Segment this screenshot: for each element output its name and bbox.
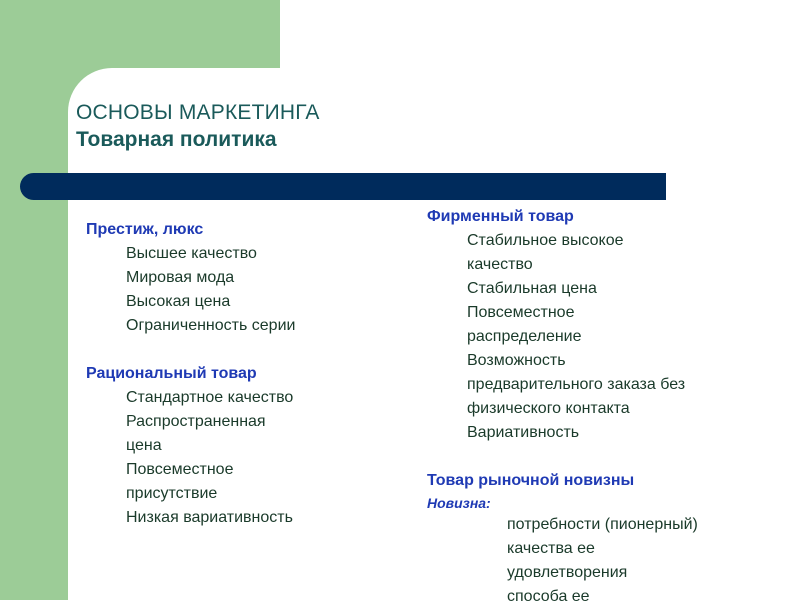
- decor-green-strip: [0, 0, 68, 600]
- left-column: [86, 218, 406, 530]
- group-heading: Престиж, люкс: [86, 221, 204, 238]
- list-item: цена: [126, 437, 162, 454]
- list-item: Стабильное высокое: [467, 232, 624, 249]
- slide-subtitle: Товарная политика: [76, 128, 277, 151]
- list-item: Вариативность: [467, 424, 580, 441]
- list-item: Высокая цена: [126, 293, 231, 310]
- list-item: качества ее: [507, 540, 595, 557]
- right-column: [427, 205, 777, 609]
- list-item: Ограниченность серии: [126, 317, 296, 334]
- list-item: предварительного заказа без: [467, 376, 686, 393]
- list-item: Стандартное качество: [126, 389, 294, 406]
- list-item: способа ее: [507, 588, 590, 605]
- list-item: Возможность: [467, 352, 566, 369]
- list-item: Повсеместное: [126, 461, 234, 478]
- group-heading: Фирменный товар: [427, 208, 574, 225]
- slide-title: ОСНОВЫ МАРКЕТИНГА: [76, 101, 320, 124]
- title-underline-bar: [20, 173, 666, 200]
- group-heading: Рациональный товар: [86, 365, 257, 382]
- list-item: удовлетворения: [507, 564, 628, 581]
- list-item: присутствие: [126, 485, 218, 502]
- list-item: Стабильная цена: [467, 280, 597, 297]
- list-item: физического контакта: [467, 400, 630, 417]
- title-area: [76, 100, 320, 154]
- spacer: [86, 338, 406, 362]
- list-item: качество: [467, 256, 533, 273]
- list-item: Распространенная: [126, 413, 266, 430]
- group-heading: Товар рыночной новизны: [427, 472, 635, 489]
- group-subheading: Новизна:: [427, 495, 491, 511]
- list-item: потребности (пионерный): [507, 516, 698, 533]
- list-item: распределение: [467, 328, 582, 345]
- list-item: Повсеместное: [467, 304, 575, 321]
- list-item: Высшее качество: [126, 245, 257, 262]
- spacer: [427, 445, 777, 469]
- list-item: Мировая мода: [126, 269, 235, 286]
- list-item: Низкая вариативность: [126, 509, 293, 526]
